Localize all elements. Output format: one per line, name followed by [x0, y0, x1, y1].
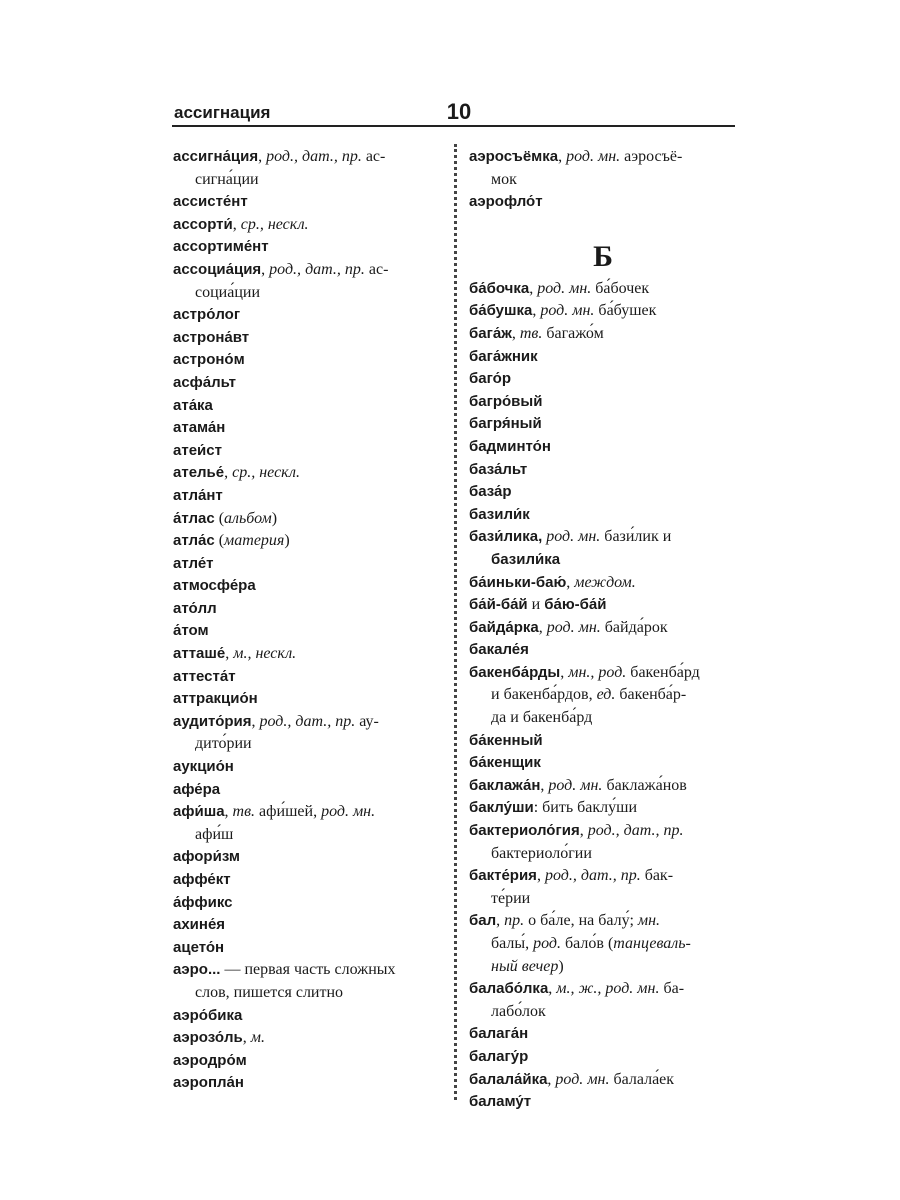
entry-headword: балагу́р	[469, 1047, 529, 1065]
dictionary-entry	[469, 191, 737, 214]
dictionary-entry	[173, 1005, 441, 1028]
entry-headword: аттракцио́н	[173, 690, 258, 708]
page-number: 10	[446, 99, 472, 124]
dictionary-entry	[173, 553, 441, 576]
dictionary-entry	[469, 797, 737, 820]
entry-headword: ба́кенщик	[469, 754, 541, 772]
entry-headword: атеи́ст	[173, 441, 222, 459]
entry-definition: , род., дат., пр. ас-	[261, 260, 389, 278]
dictionary-entry	[173, 395, 441, 418]
entry-headword: астро́лог	[173, 306, 241, 324]
dictionary-entry	[469, 146, 737, 191]
dictionary-entry	[173, 1050, 441, 1073]
dictionary-entry	[173, 575, 441, 598]
entry-headword: багро́вый	[469, 392, 543, 410]
dictionary-entry	[469, 504, 737, 527]
dictionary-entry	[173, 462, 441, 485]
header-rule	[172, 125, 735, 127]
dictionary-entry	[469, 639, 737, 662]
entry-headword: аффе́кт	[173, 871, 231, 888]
dictionary-entry	[173, 869, 441, 892]
entry-headword: аэропла́н	[173, 1074, 244, 1092]
dictionary-entry	[469, 1069, 737, 1092]
dictionary-entry	[173, 914, 441, 937]
entry-definition: : бить баклу́ши	[533, 799, 638, 817]
entry-headword: балала́йка	[469, 1070, 548, 1088]
dictionary-entry	[173, 349, 441, 372]
dictionary-entry	[173, 304, 441, 327]
dictionary-entry	[469, 865, 737, 910]
entry-headword: ателье́	[173, 464, 225, 482]
entry-headword: атла́с	[173, 532, 215, 550]
entry-definition: , ср., нескл.	[224, 464, 300, 482]
entry-continuation: социа́ции	[195, 283, 261, 301]
entry-headword: астрона́вт	[173, 328, 250, 346]
entry-definition: , ср., нескл.	[232, 215, 309, 233]
entry-headword: ато́лл	[173, 599, 217, 617]
entry-definition: , тв. багажо́м	[511, 324, 604, 342]
dictionary-entry	[173, 530, 441, 553]
entry-headword: бази́лика,	[469, 528, 543, 546]
dictionary-entry	[469, 1046, 737, 1069]
entry-continuation: мок	[491, 170, 517, 188]
entry-continuation: те́рии	[491, 889, 531, 907]
right-column	[469, 146, 737, 1114]
entry-definition: , м.	[242, 1029, 265, 1047]
entry-definition: , род., дат., пр. бак-	[536, 867, 674, 885]
entry-headword: аэросъёмка	[469, 148, 559, 165]
entry-headword: асфа́льт	[173, 373, 236, 391]
entry-headword: атла́нт	[173, 486, 223, 504]
entry-headword: афи́ша	[173, 803, 225, 821]
entry-headword: ба́й-ба́й	[469, 596, 528, 614]
entry-headword: а́ффикс	[173, 893, 233, 911]
entry-definition: , пр. о ба́ле, на балу́; мн.	[496, 912, 661, 930]
guide-word: ассигнация	[174, 103, 271, 122]
entry-continuation: сигна́ции	[195, 170, 259, 188]
dictionary-entry	[173, 146, 441, 191]
entry-definition: , род. мн. байда́рок	[538, 618, 668, 636]
dictionary-entry	[173, 620, 441, 643]
entry-headword: а́тлас	[173, 509, 215, 527]
entry-definition: , род. мн. балала́ек	[547, 1070, 675, 1088]
entry-continuation: и бакенба́рдов, ед. бакенба́р-	[491, 686, 687, 704]
entry-headword: бага́жник	[469, 347, 538, 365]
dictionary-entry	[173, 191, 441, 214]
entry-headword: ассорти́	[173, 215, 233, 233]
entry-definition: (материя)	[218, 532, 290, 550]
entry-headword: база́р	[469, 483, 512, 501]
entry-headword: ба́иньки-баю́	[469, 573, 567, 591]
entry-definition: , род. мн. баклажа́нов	[540, 776, 687, 794]
dictionary-entry	[469, 391, 737, 414]
right-column-entries	[469, 278, 737, 1114]
entry-continuation: бактериоло́гии	[491, 844, 592, 862]
entry-definition: , род., дат., пр.	[579, 822, 684, 840]
dictionary-entry	[173, 259, 441, 304]
entry-headword: аэродро́м	[173, 1051, 247, 1069]
dictionary-entry	[173, 937, 441, 960]
entry-headword: баклу́ши	[469, 799, 534, 817]
entry-headword: афори́зм	[173, 848, 240, 866]
entry-headword: баламу́т	[469, 1093, 532, 1111]
dictionary-entry	[469, 1091, 737, 1114]
dictionary-entry	[469, 481, 737, 504]
dictionary-entry	[173, 846, 441, 869]
entry-headword: аэрофло́т	[469, 193, 543, 211]
entry-headword: байда́рка	[469, 618, 539, 636]
dictionary-entry	[469, 775, 737, 798]
dictionary-entry	[173, 666, 441, 689]
entry-headword: баклажа́н	[469, 776, 541, 794]
entry-definition: , род. мн. ба́бушек	[532, 302, 657, 320]
entry-continuation: лабо́лок	[491, 1002, 546, 1020]
dictionary-entry	[173, 1072, 441, 1095]
entry-continuation: дито́рии	[195, 735, 252, 753]
entry-headword: ба́кенный	[469, 731, 543, 749]
entry-headword: бал	[469, 912, 497, 930]
dictionary-entry	[469, 572, 737, 595]
entry-headword: а́том	[173, 622, 209, 640]
entry-definition: (альбом)	[218, 509, 278, 527]
entry-definition: род. мн. бази́лик и	[546, 528, 672, 546]
entry-definition: , тв. афи́шей, род. мн.	[224, 803, 376, 821]
entry-headword: атташе́	[173, 645, 226, 663]
dictionary-entry	[469, 278, 737, 301]
dictionary-entry	[469, 300, 737, 323]
entry-headword: бактериоло́гия	[469, 822, 580, 840]
entry-definition: , м., нескл.	[225, 645, 297, 663]
entry-definition: , род. мн. аэросъё-	[558, 148, 683, 165]
entry-headword: ассортиме́нт	[173, 238, 269, 256]
entry-headword: афе́ра	[173, 780, 221, 798]
dictionary-entry	[173, 372, 441, 395]
entry-headword: аудито́рия	[173, 712, 252, 730]
entry-headword: аэро...	[173, 961, 221, 979]
entry-definition: , род. мн. ба́бочек	[529, 279, 650, 297]
entry-definition: , междом.	[566, 573, 636, 591]
dictionary-entry	[173, 801, 441, 846]
entry-headword: база́льт	[469, 460, 528, 478]
entry-continuation: афи́ш	[195, 825, 234, 843]
dictionary-entry	[173, 508, 441, 531]
entry-headword: аэрозо́ль	[173, 1029, 243, 1047]
dictionary-entry	[469, 413, 737, 436]
entry-headword: ацето́н	[173, 938, 225, 956]
dictionary-entry	[469, 662, 737, 730]
entry-headword-variant: ба́ю-ба́й	[544, 596, 607, 614]
dictionary-entry	[173, 327, 441, 350]
entry-headword: ассигна́ция	[173, 148, 259, 165]
dictionary-entry	[173, 485, 441, 508]
entry-headword: аэро́бика	[173, 1006, 243, 1024]
dictionary-entry	[469, 346, 737, 369]
entry-headword: бакале́я	[469, 641, 529, 659]
dictionary-entry	[173, 779, 441, 802]
entry-definition: , м., ж., род. мн. ба-	[548, 980, 685, 998]
dictionary-entry	[469, 617, 737, 640]
entry-headword: астроно́м	[173, 351, 245, 369]
dictionary-entry	[469, 820, 737, 865]
right-column-top	[469, 146, 737, 214]
entry-headword: балабо́лка	[469, 980, 549, 998]
entry-definition: , род., дат., пр. ау-	[251, 712, 379, 730]
dictionary-entry	[173, 236, 441, 259]
entry-headword: атле́т	[173, 554, 214, 572]
entry-definition: , мн., род. бакенба́рд	[560, 663, 700, 681]
entry-headword: аукцио́н	[173, 758, 234, 776]
entry-continuation: слов, пишется слитно	[195, 983, 344, 1001]
dictionary-entry	[469, 323, 737, 346]
section-letter: Б	[593, 239, 613, 273]
dictionary-entry	[469, 436, 737, 459]
entry-definition: — первая часть сложных	[224, 961, 396, 979]
entry-headword: атмосфе́ра	[173, 577, 256, 595]
entry-headword: бага́ж	[469, 324, 512, 342]
dictionary-entry	[173, 756, 441, 779]
dictionary-entry	[469, 459, 737, 482]
dictionary-entry	[469, 978, 737, 1023]
entry-headword: баго́р	[469, 370, 511, 388]
dictionary-entry	[469, 910, 737, 978]
entry-headword: ата́ка	[173, 396, 213, 414]
entry-headword: ба́бочка	[469, 279, 530, 297]
dictionary-entry	[173, 598, 441, 621]
entry-headword: базили́к	[469, 505, 530, 523]
entry-definition: , род., дат., пр. ас-	[258, 148, 386, 165]
dictionary-entry	[173, 959, 441, 1004]
dictionary-entry	[173, 643, 441, 666]
dictionary-entry	[173, 1027, 441, 1050]
entry-definition: и	[531, 596, 541, 614]
entry-headword: аттеста́т	[173, 667, 236, 685]
entry-continuation: базили́ка	[491, 550, 561, 568]
dictionary-entry	[173, 688, 441, 711]
entry-continuation: балы́, род. бало́в (танцеваль-	[491, 935, 691, 952]
dictionary-entry	[469, 752, 737, 775]
dictionary-entry	[173, 711, 441, 756]
entry-headword: бакенба́рды	[469, 663, 561, 681]
entry-headword: ассоциа́ция	[173, 260, 262, 278]
dictionary-entry	[469, 1023, 737, 1046]
entry-headword: багря́ный	[469, 415, 542, 433]
left-column	[173, 146, 441, 1095]
dictionary-entry	[469, 526, 737, 571]
entry-headword: ахине́я	[173, 916, 226, 934]
dictionary-entry	[469, 368, 737, 391]
column-divider	[454, 144, 457, 1100]
entry-headword: бадминто́н	[469, 437, 551, 455]
dictionary-entry	[469, 594, 737, 617]
dictionary-entry	[173, 892, 441, 915]
dictionary-entry	[173, 417, 441, 440]
entry-continuation: ный вечер)	[491, 957, 564, 975]
entry-headword: ассисте́нт	[173, 193, 248, 211]
entry-headword: балага́н	[469, 1025, 529, 1043]
entry-headword: атама́н	[173, 419, 226, 437]
dictionary-entry	[469, 730, 737, 753]
entry-headword: бакте́рия	[469, 867, 537, 885]
entry-headword: ба́бушка	[469, 302, 533, 320]
entry-continuation: да и бакенба́рд	[491, 709, 593, 727]
dictionary-entry	[173, 440, 441, 463]
dictionary-entry	[173, 214, 441, 237]
